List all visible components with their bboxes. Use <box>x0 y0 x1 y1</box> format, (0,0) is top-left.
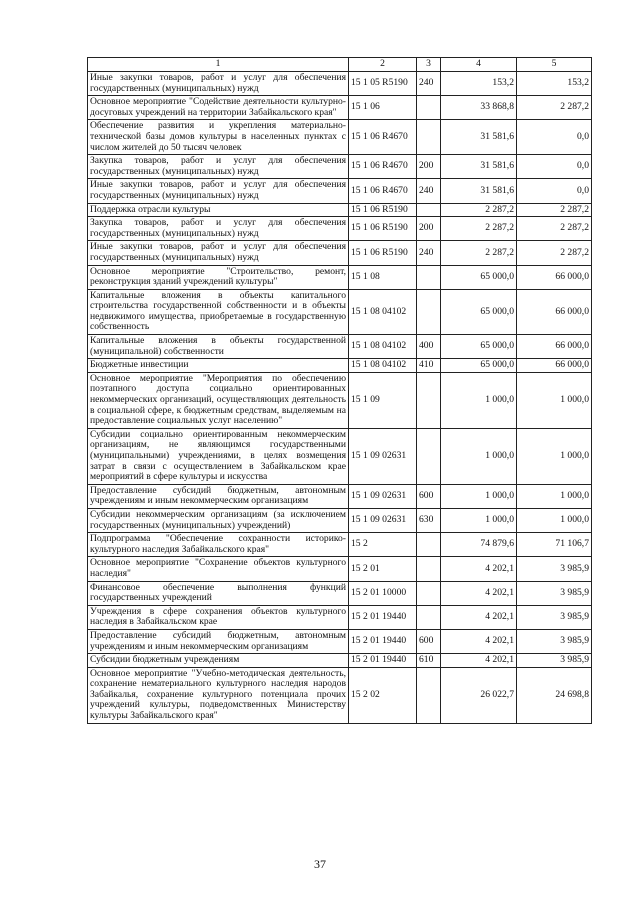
budget-table <box>87 57 592 724</box>
row-name-cell: Иные закупки товаров, работ и услуг для обеспечения государственных (муниципальных) нужд <box>88 241 349 265</box>
row-value-col5-cell: 2 287,2 <box>517 203 592 217</box>
table-row <box>88 179 592 203</box>
table-row <box>88 96 592 120</box>
row-code-cell: 15 1 09 02631 <box>349 428 417 484</box>
row-name-cell: Закупка товаров, работ и услуг для обеспечения государственных (муниципальных) нужд <box>88 217 349 241</box>
row-code-cell: 15 1 06 R5190 <box>349 217 417 241</box>
col-header-4: 4 <box>441 58 517 72</box>
row-code-cell: 15 1 09 02631 <box>349 508 417 532</box>
row-expense-type-cell: 610 <box>417 654 441 668</box>
row-value-col5-cell: 0,0 <box>517 179 592 203</box>
row-value-col4-cell: 65 000,0 <box>441 335 517 359</box>
table-row <box>88 203 592 217</box>
table-row <box>88 654 592 668</box>
table-row <box>88 667 592 723</box>
row-value-col5-cell: 1 000,0 <box>517 428 592 484</box>
row-value-col4-cell: 26 022,7 <box>441 667 517 723</box>
row-value-col5-cell: 3 985,9 <box>517 629 592 653</box>
row-expense-type-cell <box>417 265 441 289</box>
row-expense-type-cell: 240 <box>417 72 441 96</box>
row-code-cell: 15 1 08 04102 <box>349 359 417 373</box>
row-value-col5-cell: 66 000,0 <box>517 359 592 373</box>
row-code-cell: 15 2 01 19440 <box>349 605 417 629</box>
row-code-cell: 15 1 09 <box>349 372 417 428</box>
row-expense-type-cell <box>417 667 441 723</box>
row-code-cell: 15 2 <box>349 533 417 557</box>
row-value-col4-cell: 33 868,8 <box>441 96 517 120</box>
row-value-col4-cell: 65 000,0 <box>441 359 517 373</box>
row-value-col5-cell: 2 287,2 <box>517 217 592 241</box>
table-row <box>88 533 592 557</box>
row-value-col4-cell: 74 879,6 <box>441 533 517 557</box>
row-expense-type-cell <box>417 372 441 428</box>
table-row <box>88 428 592 484</box>
table-row <box>88 629 592 653</box>
row-name-cell: Основное мероприятие "Содействие деятельности культурно-досуговых учреждений на территории Забайкальского края" <box>88 96 349 120</box>
table-row <box>88 120 592 155</box>
row-value-col5-cell: 3 985,9 <box>517 654 592 668</box>
row-expense-type-cell <box>417 120 441 155</box>
row-code-cell: 15 2 01 10000 <box>349 581 417 605</box>
row-name-cell: Подпрограмма "Обеспечение сохранности историко-культурного наследия Забайкальского края" <box>88 533 349 557</box>
row-value-col4-cell: 1 000,0 <box>441 372 517 428</box>
row-code-cell: 15 1 08 04102 <box>349 335 417 359</box>
table-row <box>88 155 592 179</box>
row-code-cell: 15 1 08 <box>349 265 417 289</box>
row-value-col4-cell: 65 000,0 <box>441 265 517 289</box>
row-code-cell: 15 1 06 R4670 <box>349 179 417 203</box>
row-value-col4-cell: 1 000,0 <box>441 508 517 532</box>
row-value-col4-cell: 4 202,1 <box>441 629 517 653</box>
row-expense-type-cell <box>417 605 441 629</box>
row-code-cell: 15 1 09 02631 <box>349 484 417 508</box>
page-number: 37 <box>314 857 326 871</box>
row-value-col4-cell: 2 287,2 <box>441 241 517 265</box>
row-expense-type-cell <box>417 428 441 484</box>
row-name-cell: Основное мероприятие "Сохранение объектов культурного наследия" <box>88 557 349 581</box>
row-expense-type-cell <box>417 289 441 334</box>
row-expense-type-cell: 200 <box>417 155 441 179</box>
row-name-cell: Предоставление субсидий бюджетным, автономным учреждениям и иным некоммерческим организациям <box>88 629 349 653</box>
row-name-cell: Бюджетные инвестиции <box>88 359 349 373</box>
row-name-cell: Предоставление субсидий бюджетным, автономным учреждениям и иным некоммерческим организациям <box>88 484 349 508</box>
row-name-cell: Учреждения в сфере сохранения объектов культурного наследия в Забайкальском крае <box>88 605 349 629</box>
row-name-cell: Обеспечение развития и укрепления материально-технической базы домов культуры в населенных пунктах с числом жителей до 50 тысяч человек <box>88 120 349 155</box>
row-code-cell: 15 2 01 19440 <box>349 629 417 653</box>
table-row <box>88 241 592 265</box>
row-name-cell: Субсидии бюджетным учреждениям <box>88 654 349 668</box>
col-header-5: 5 <box>517 58 592 72</box>
row-code-cell: 15 2 02 <box>349 667 417 723</box>
row-value-col4-cell: 4 202,1 <box>441 581 517 605</box>
row-name-cell: Субсидии некоммерческим организациям (за исключением государственных (муниципальных) учреждений) <box>88 508 349 532</box>
row-value-col4-cell: 65 000,0 <box>441 289 517 334</box>
table-row <box>88 359 592 373</box>
row-name-cell: Основное мероприятие "Строительство, ремонт, реконструкция зданий учреждений культуры" <box>88 265 349 289</box>
row-name-cell: Субсидии социально ориентированным некоммерческим организациям, не являющимся государственными (муниципальными) учреждениями, в целях возмещения затрат в связи с осуществлением в Забайкальском крае мероприятий в сфере культуры и искусства <box>88 428 349 484</box>
col-header-3: 3 <box>417 58 441 72</box>
row-value-col4-cell: 4 202,1 <box>441 557 517 581</box>
row-value-col5-cell: 0,0 <box>517 155 592 179</box>
table-row <box>88 372 592 428</box>
table-row <box>88 484 592 508</box>
row-value-col4-cell: 31 581,6 <box>441 120 517 155</box>
row-value-col5-cell: 153,2 <box>517 72 592 96</box>
row-value-col5-cell: 66 000,0 <box>517 289 592 334</box>
row-code-cell: 15 1 06 R4670 <box>349 120 417 155</box>
row-value-col5-cell: 2 287,2 <box>517 241 592 265</box>
row-value-col5-cell: 66 000,0 <box>517 265 592 289</box>
row-value-col5-cell: 3 985,9 <box>517 557 592 581</box>
table-row <box>88 581 592 605</box>
row-value-col5-cell: 1 000,0 <box>517 372 592 428</box>
row-value-col5-cell: 71 106,7 <box>517 533 592 557</box>
row-value-col5-cell: 3 985,9 <box>517 581 592 605</box>
row-value-col5-cell: 1 000,0 <box>517 508 592 532</box>
row-expense-type-cell <box>417 533 441 557</box>
row-code-cell: 15 1 05 R5190 <box>349 72 417 96</box>
row-code-cell: 15 1 06 R5190 <box>349 241 417 265</box>
header-row <box>88 58 592 72</box>
col-header-1: 1 <box>88 58 349 72</box>
row-expense-type-cell <box>417 557 441 581</box>
table-row <box>88 217 592 241</box>
table-row <box>88 265 592 289</box>
row-value-col5-cell: 3 985,9 <box>517 605 592 629</box>
row-value-col4-cell: 1 000,0 <box>441 428 517 484</box>
row-name-cell: Основное мероприятие "Учебно-методическая деятельность, сохранение нематериального культурного наследия народов Забайкалья, сохранение культурного потенциала прочих учреждений культуры, подведомственных Министерству культуры Забайкальского края" <box>88 667 349 723</box>
row-code-cell: 15 2 01 19440 <box>349 654 417 668</box>
row-value-col4-cell: 153,2 <box>441 72 517 96</box>
row-expense-type-cell: 410 <box>417 359 441 373</box>
row-code-cell: 15 1 06 R4670 <box>349 155 417 179</box>
table-row <box>88 289 592 334</box>
row-name-cell: Капитальные вложения в объекты капитального строительства государственной собственности и в объекты недвижимого имущества, приобретаемые в государственную собственность <box>88 289 349 334</box>
row-expense-type-cell: 240 <box>417 241 441 265</box>
row-value-col4-cell: 2 287,2 <box>441 203 517 217</box>
row-code-cell: 15 1 08 04102 <box>349 289 417 334</box>
row-expense-type-cell <box>417 581 441 605</box>
row-name-cell: Иные закупки товаров, работ и услуг для обеспечения государственных (муниципальных) нужд <box>88 179 349 203</box>
row-value-col4-cell: 31 581,6 <box>441 155 517 179</box>
row-name-cell: Закупка товаров, работ и услуг для обеспечения государственных (муниципальных) нужд <box>88 155 349 179</box>
table-row <box>88 605 592 629</box>
row-expense-type-cell: 630 <box>417 508 441 532</box>
row-expense-type-cell: 400 <box>417 335 441 359</box>
row-expense-type-cell <box>417 96 441 120</box>
row-value-col4-cell: 4 202,1 <box>441 654 517 668</box>
table-row <box>88 557 592 581</box>
row-name-cell: Поддержка отрасли культуры <box>88 203 349 217</box>
row-name-cell: Основное мероприятие "Мероприятия по обеспечению поэтапного доступа социально ориентированных некоммерческих организаций, осуществляющих деятельность в социальной сфере, к бюджетным средствам, выделяемым на предоставление социальных услуг населению" <box>88 372 349 428</box>
row-code-cell: 15 2 01 <box>349 557 417 581</box>
row-code-cell: 15 1 06 R5190 <box>349 203 417 217</box>
row-expense-type-cell: 240 <box>417 179 441 203</box>
row-value-col5-cell: 1 000,0 <box>517 484 592 508</box>
row-name-cell: Иные закупки товаров, работ и услуг для обеспечения государственных (муниципальных) нужд <box>88 72 349 96</box>
row-value-col4-cell: 4 202,1 <box>441 605 517 629</box>
row-expense-type-cell: 200 <box>417 217 441 241</box>
row-name-cell: Капитальные вложения в объекты государственной (муниципальной) собственности <box>88 335 349 359</box>
row-name-cell: Финансовое обеспечение выполнения функций государственных учреждений <box>88 581 349 605</box>
row-value-col4-cell: 1 000,0 <box>441 484 517 508</box>
table-row <box>88 508 592 532</box>
row-expense-type-cell <box>417 203 441 217</box>
row-expense-type-cell: 600 <box>417 484 441 508</box>
row-code-cell: 15 1 06 <box>349 96 417 120</box>
row-value-col5-cell: 0,0 <box>517 120 592 155</box>
row-value-col4-cell: 31 581,6 <box>441 179 517 203</box>
col-header-2: 2 <box>349 58 417 72</box>
row-value-col5-cell: 66 000,0 <box>517 335 592 359</box>
row-value-col5-cell: 24 698,8 <box>517 667 592 723</box>
table-row <box>88 335 592 359</box>
row-value-col5-cell: 2 287,2 <box>517 96 592 120</box>
table-row <box>88 72 592 96</box>
row-value-col4-cell: 2 287,2 <box>441 217 517 241</box>
row-expense-type-cell: 600 <box>417 629 441 653</box>
